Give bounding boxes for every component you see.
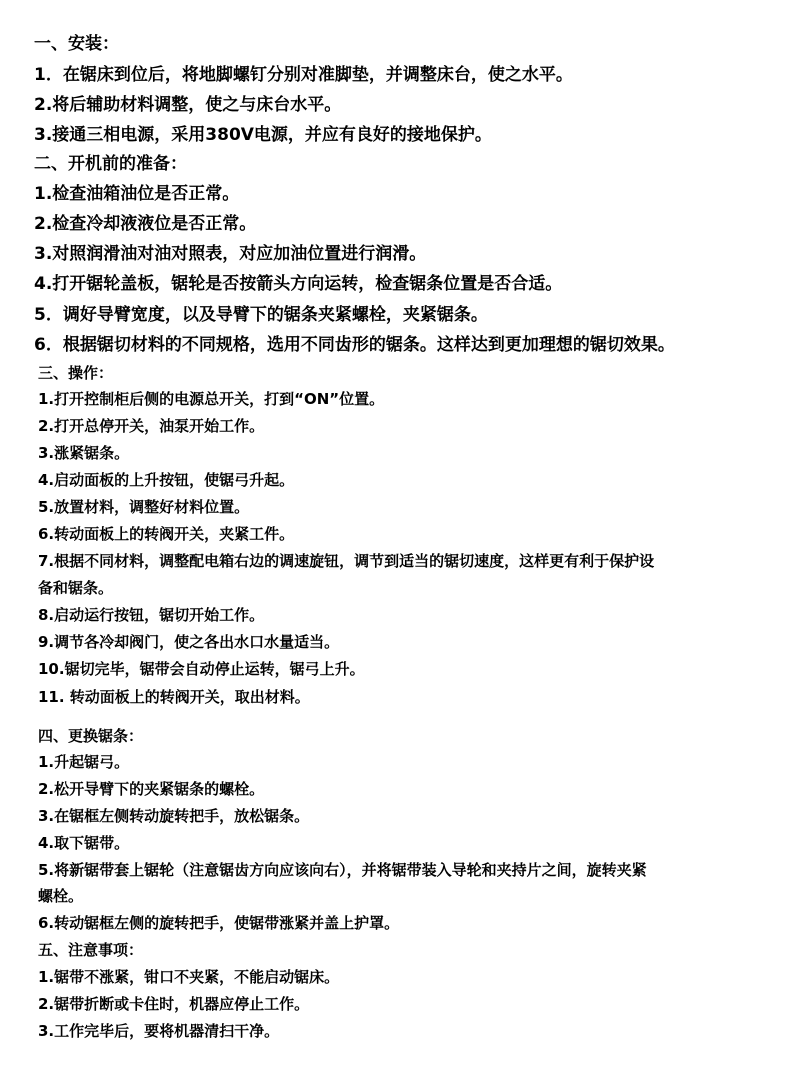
section-heading-replace-blade: 四、更换锯条： (38, 727, 144, 745)
preparation-item-1: 1.检查油箱油位是否正常。 (34, 184, 240, 204)
replace-blade-item-4: 4.取下锯带。 (38, 834, 130, 852)
replace-blade-item-6: 6.转动锯框左侧的旋转把手，使锯带涨紧并盖上护罩。 (38, 914, 400, 932)
replace-blade-item-5-continued: 螺栓。 (38, 887, 84, 905)
operation-item-8: 8.启动运行按钮，锯切开始工作。 (38, 606, 265, 624)
preparation-item-4: 4.打开锯轮盖板，锯轮是否按箭头方向运转，检查锯条位置是否合适。 (34, 274, 563, 294)
replace-blade-item-3: 3.在锯框左侧转动旋转把手，放松锯条。 (38, 807, 310, 825)
operation-item-6: 6.转动面板上的转阀开关，夹紧工件。 (38, 525, 295, 543)
operation-item-9: 9.调节各冷却阀门，使之各出水口水量适当。 (38, 633, 340, 651)
section-heading-preparation: 二、开机前的准备： (34, 154, 187, 174)
replace-blade-item-2: 2.松开导臂下的夹紧锯条的螺栓。 (38, 780, 265, 798)
operation-item-3: 3.涨紧锯条。 (38, 444, 130, 462)
operation-item-1: 1.打开控制柜后侧的电源总开关，打到“ON”位置。 (38, 390, 385, 408)
section-heading-precautions: 五、注意事项： (38, 941, 144, 959)
preparation-item-3: 3.对照润滑油对油对照表，对应加油位置进行润滑。 (34, 244, 427, 264)
operation-item-7: 7.根据不同材料，调整配电箱右边的调速旋钮，调节到适当的锯切速度，这样更有利于保护设 (38, 552, 655, 570)
operation-item-11: 11. 转动面板上的转阀开关，取出材料。 (38, 688, 310, 706)
precautions-item-2: 2.锯带折断或卡住时，机器应停止工作。 (38, 995, 310, 1013)
operation-item-7-continued: 备和锯条。 (38, 579, 114, 597)
section-heading-operation: 三、操作： (38, 364, 114, 382)
preparation-item-5: 5．调好导臂宽度，以及导臂下的锯条夹紧螺栓，夹紧锯条。 (34, 305, 488, 325)
replace-blade-item-5: 5.将新锯带套上锯轮（注意锯齿方向应该向右），并将锯带装入导轮和夹持片之间，旋转夹紧 (38, 861, 647, 879)
section-heading-install: 一、安装： (34, 34, 119, 54)
install-item-1: 1．在锯床到位后，将地脚螺钉分别对准脚垫，并调整床台，使之水平。 (34, 65, 573, 85)
operation-item-4: 4.启动面板的上升按钮，使锯弓升起。 (38, 471, 295, 489)
precautions-item-3: 3.工作完毕后，要将机器清扫干净。 (38, 1022, 280, 1040)
operation-item-5: 5.放置材料，调整好材料位置。 (38, 498, 250, 516)
precautions-item-1: 1.锯带不涨紧，钳口不夹紧，不能启动锯床。 (38, 968, 340, 986)
install-item-3: 3.接通三相电源，采用380V电源，并应有良好的接地保护。 (34, 125, 492, 145)
preparation-item-6: 6．根据锯切材料的不同规格，选用不同齿形的锯条。这样达到更加理想的锯切效果。 (34, 335, 675, 355)
install-item-2: 2.将后辅助材料调整，使之与床台水平。 (34, 95, 342, 115)
operation-item-2: 2.打开总停开关，油泵开始工作。 (38, 417, 265, 435)
operation-item-10: 10.锯切完毕，锯带会自动停止运转，锯弓上升。 (38, 660, 365, 678)
replace-blade-item-1: 1.升起锯弓。 (38, 753, 130, 771)
preparation-item-2: 2.检查冷却液液位是否正常。 (34, 214, 257, 234)
